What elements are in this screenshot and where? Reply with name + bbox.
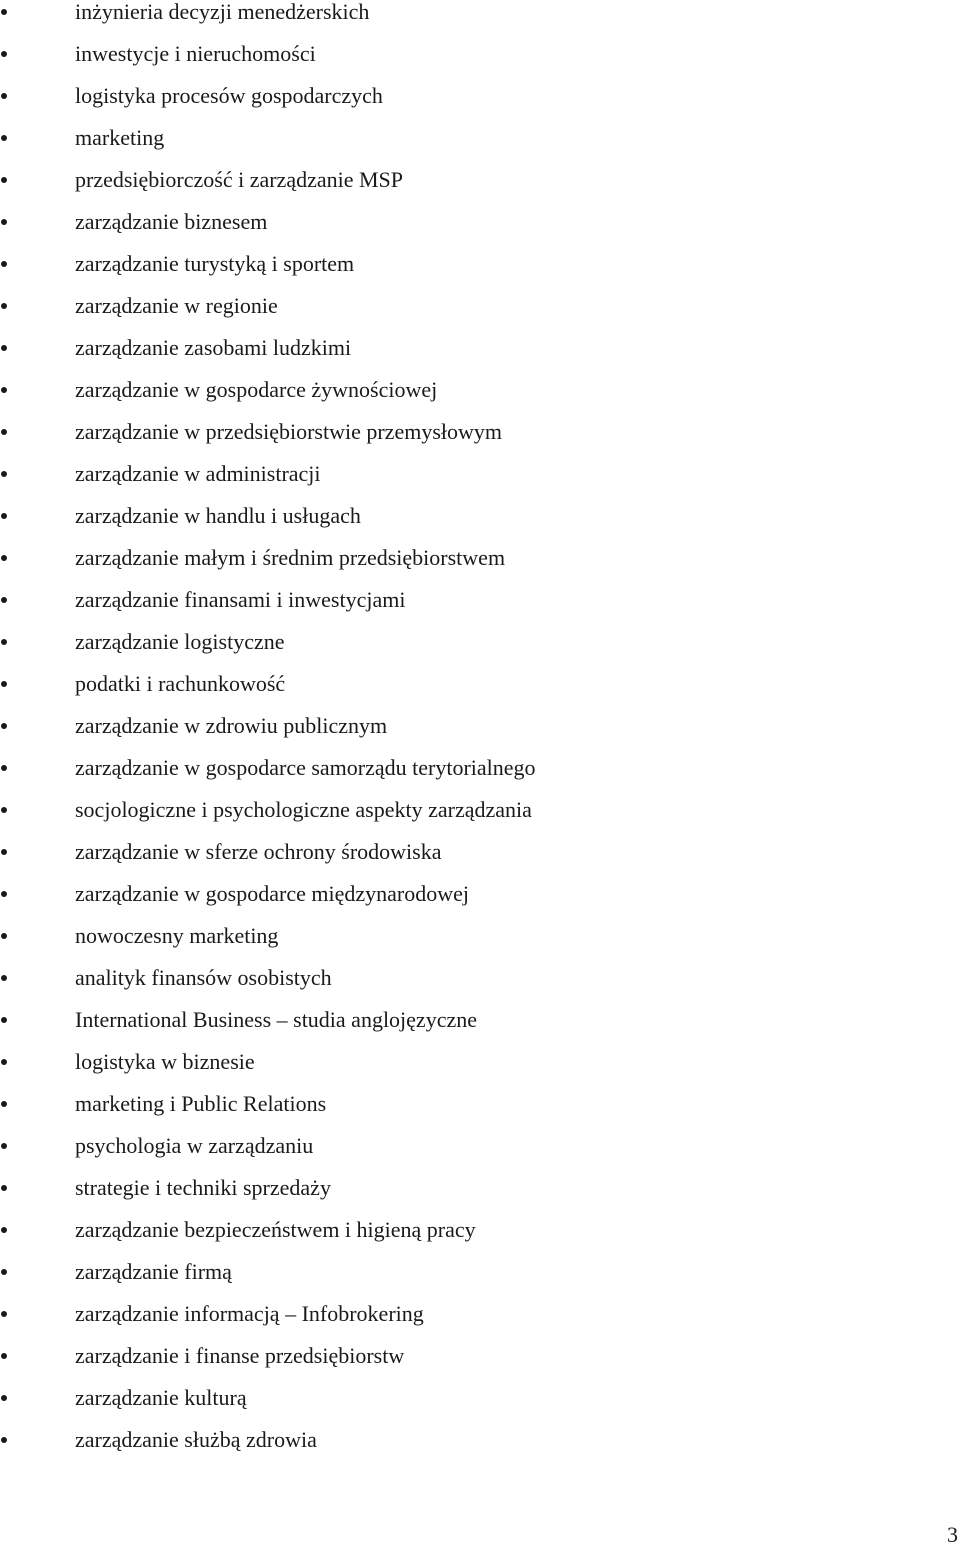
bullet-icon	[1, 597, 7, 603]
list-item	[0, 1419, 940, 1461]
bullet-icon	[1, 891, 7, 897]
list-item	[0, 495, 940, 537]
list-item-text: strategie i techniki sprzedaży	[75, 1175, 331, 1200]
list-item	[0, 999, 940, 1041]
list-item	[0, 537, 940, 579]
bullet-icon	[1, 1353, 7, 1359]
list-item-text: inwestycje i nieruchomości	[75, 41, 316, 66]
bullet-icon	[1, 975, 7, 981]
list-item-text: zarządzanie biznesem	[75, 209, 268, 234]
list-item-text: zarządzanie w gospodarce samorządu terytorialnego	[75, 755, 536, 780]
list-item	[0, 411, 940, 453]
list-item	[0, 201, 940, 243]
bullet-icon	[1, 93, 7, 99]
list-item-text: zarządzanie firmą	[75, 1259, 232, 1284]
bullet-icon	[1, 1269, 7, 1275]
list-item	[0, 663, 940, 705]
list-item-text: nowoczesny marketing	[75, 923, 279, 948]
list-item	[0, 327, 940, 369]
page-number: 3	[947, 1522, 958, 1547]
list-item-text: zarządzanie w administracji	[75, 461, 321, 486]
bullet-icon	[1, 51, 7, 57]
list-item	[0, 1083, 940, 1125]
list-item-text: zarządzanie służbą zdrowia	[75, 1427, 317, 1452]
bullet-icon	[1, 9, 7, 15]
bullet-icon	[1, 807, 7, 813]
list-item	[0, 747, 940, 789]
list-item	[0, 831, 940, 873]
bullet-icon	[1, 345, 7, 351]
list-item	[0, 0, 940, 33]
list-item	[0, 369, 940, 411]
list-item	[0, 33, 940, 75]
list-item-text: zarządzanie w handlu i usługach	[75, 503, 361, 528]
list-item-text: zarządzanie w przedsiębiorstwie przemysłowym	[75, 419, 502, 444]
list-item	[0, 1041, 940, 1083]
list-item	[0, 1209, 940, 1251]
bullet-icon	[1, 429, 7, 435]
list-item-text: zarządzanie w regionie	[75, 293, 278, 318]
list-item	[0, 243, 940, 285]
list-item-text: zarządzanie zasobami ludzkimi	[75, 335, 352, 360]
list-item	[0, 159, 940, 201]
list-item	[0, 789, 940, 831]
bullet-icon	[1, 555, 7, 561]
list-item	[0, 285, 940, 327]
list-item-text: zarządzanie w gospodarce żywnościowej	[75, 377, 438, 402]
bullet-icon	[1, 1185, 7, 1191]
bullet-icon	[1, 639, 7, 645]
bullet-icon	[1, 1395, 7, 1401]
list-item-text: zarządzanie turystyką i sportem	[75, 251, 355, 276]
list-item-text: zarządzanie bezpieczeństwem i higieną pracy	[75, 1217, 476, 1242]
list-item	[0, 75, 940, 117]
list-item-text: marketing	[75, 125, 165, 150]
bullet-icon	[1, 1101, 7, 1107]
bullet-icon	[1, 513, 7, 519]
bullet-icon	[1, 1437, 7, 1443]
list-item	[0, 579, 940, 621]
list-item	[0, 915, 940, 957]
list-item	[0, 1251, 940, 1293]
bullet-icon	[1, 1143, 7, 1149]
list-item-text: podatki i rachunkowość	[75, 671, 286, 696]
bullet-icon	[1, 1059, 7, 1065]
list-item-text: zarządzanie i finanse przedsiębiorstw	[75, 1343, 405, 1368]
list-item	[0, 1377, 940, 1419]
list-item	[0, 1167, 940, 1209]
bullet-icon	[1, 1017, 7, 1023]
list-item-text: zarządzanie w gospodarce międzynarodowej	[75, 881, 469, 906]
list-item-text: logistyka procesów gospodarczych	[75, 83, 383, 108]
list-item-text: zarządzanie kulturą	[75, 1385, 247, 1410]
list-item	[0, 621, 940, 663]
list-item-text: zarządzanie informacją – Infobrokering	[75, 1301, 424, 1326]
bullet-icon	[1, 933, 7, 939]
bullet-icon	[1, 1227, 7, 1233]
list-item-text: logistyka w biznesie	[75, 1049, 255, 1074]
list-item	[0, 117, 940, 159]
list-item-text: inżynieria decyzji menedżerskich	[75, 0, 370, 24]
bullet-icon	[1, 765, 7, 771]
list-item	[0, 1293, 940, 1335]
list-item-text: marketing i Public Relations	[75, 1091, 327, 1116]
list-item-text: zarządzanie logistyczne	[75, 629, 285, 654]
bullet-icon	[1, 681, 7, 687]
list-item-text: socjologiczne i psychologiczne aspekty zarządzania	[75, 797, 532, 822]
bullet-icon	[1, 723, 7, 729]
list-item	[0, 1335, 940, 1377]
list-item	[0, 1125, 940, 1167]
bullet-icon	[1, 135, 7, 141]
list-item	[0, 957, 940, 999]
bullet-icon	[1, 261, 7, 267]
list-item-text: analityk finansów osobistych	[75, 965, 332, 990]
bullet-icon	[1, 1311, 7, 1317]
list-item-text: International Business – studia anglojęzyczne	[75, 1007, 477, 1032]
list-item-text: psychologia w zarządzaniu	[75, 1133, 314, 1158]
bullet-icon	[1, 849, 7, 855]
bullet-icon	[1, 303, 7, 309]
bullet-icon	[1, 177, 7, 183]
list-item	[0, 705, 940, 747]
list-item	[0, 453, 940, 495]
list-item-text: zarządzanie w zdrowiu publicznym	[75, 713, 388, 738]
list-item-text: zarządzanie finansami i inwestycjami	[75, 587, 406, 612]
bullet-icon	[1, 387, 7, 393]
list-item-text: przedsiębiorczość i zarządzanie MSP	[75, 167, 404, 192]
list-item-text: zarządzanie w sferze ochrony środowiska	[75, 839, 442, 864]
bullet-icon	[1, 219, 7, 225]
bullet-icon	[1, 471, 7, 477]
list-item-text: zarządzanie małym i średnim przedsiębiorstwem	[75, 545, 506, 570]
list-item	[0, 873, 940, 915]
